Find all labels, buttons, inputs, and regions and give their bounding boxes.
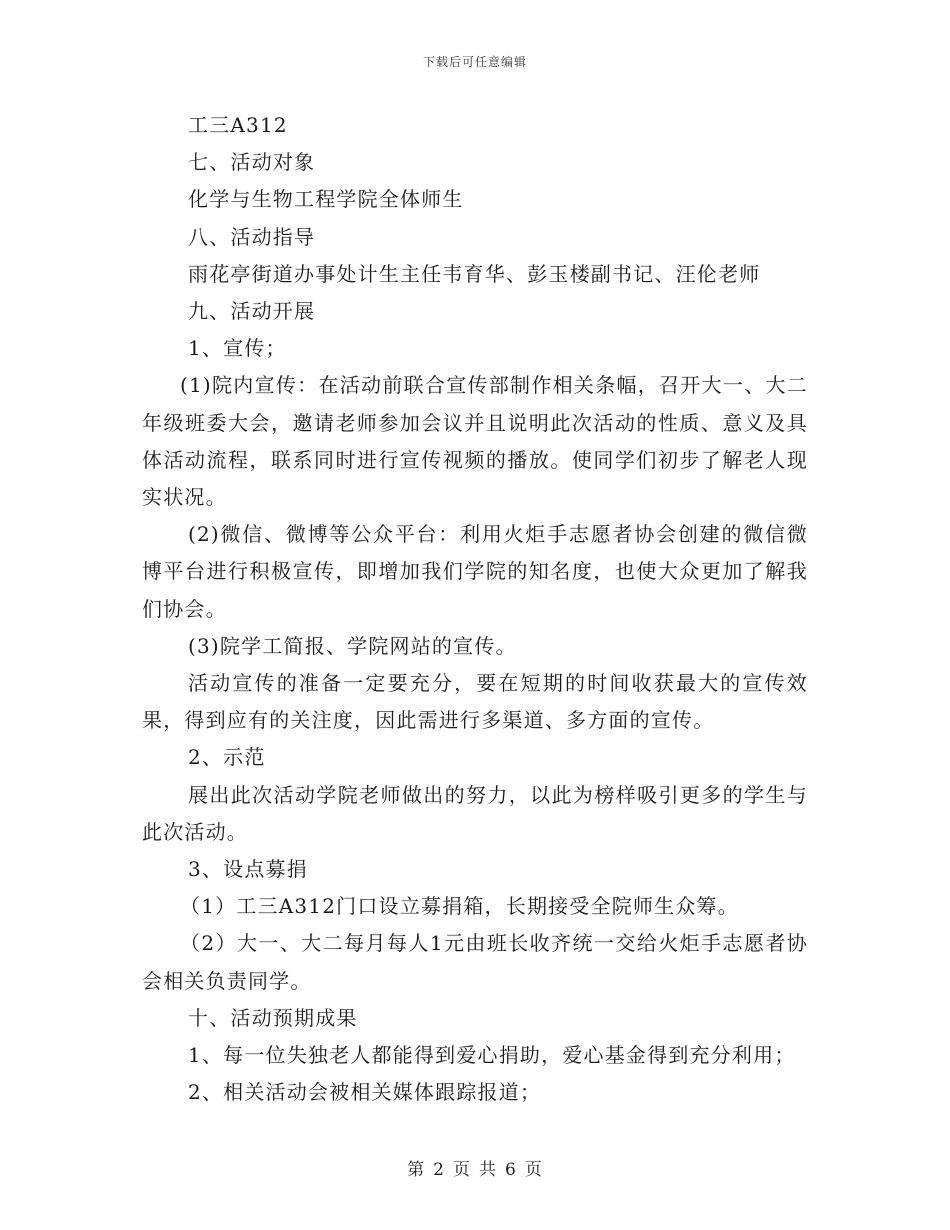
footer-suffix: 页 bbox=[524, 1160, 543, 1180]
paragraph: 活动宣传的准备一定要充分，要在短期的时间收获最大的宣传效果，得到应有的关注度，因此需进行多渠道、多方面的宣传。 bbox=[142, 671, 808, 733]
paragraph: 1、每一位失独老人都能得到爱心捐助，爱心基金得到充分利用； bbox=[188, 1043, 796, 1068]
paragraph: （1）工三A312门口设立募捐箱，长期接受全院师生众筹。 bbox=[180, 894, 739, 919]
paragraph: 2、相关活动会被相关媒体跟踪报道； bbox=[188, 1080, 542, 1105]
paragraph: 化学与生物工程学院全体师生 bbox=[188, 187, 464, 212]
paragraph: 3、设点募捐 bbox=[188, 857, 308, 882]
footer-total-pages: 6 bbox=[505, 1160, 517, 1180]
footer-total-word: 共 bbox=[479, 1160, 497, 1180]
footer-current-page: 2 bbox=[433, 1160, 445, 1180]
paragraph: (1)院内宣传：在活动前联合宣传部制作相关条幅，召开大一、大二年级班委大会，邀请老师参加会议并且说明此次活动的性质、意义及具体活动流程，联系同时进行宣传视频的播放。使同学们初步了解老人现实状况。 bbox=[142, 373, 808, 510]
paragraph: 十、活动预期成果 bbox=[188, 1005, 358, 1030]
page-header bbox=[0, 53, 950, 70]
document-body bbox=[142, 107, 808, 1111]
paragraph: 九、活动开展 bbox=[188, 299, 316, 324]
header-note: 下载后可任意编辑 bbox=[422, 55, 527, 69]
page-footer bbox=[0, 1155, 950, 1180]
paragraph: 雨花亭街道办事处计生主任韦育华、彭玉楼副书记、汪伦老师 bbox=[188, 261, 761, 286]
footer-prefix: 第 bbox=[407, 1160, 426, 1180]
paragraph: 八、活动指导 bbox=[188, 224, 316, 249]
paragraph: (3)院学工简报、学院网站的宣传。 bbox=[188, 633, 517, 658]
paragraph: 工三A312 bbox=[188, 113, 288, 137]
paragraph: 七、活动对象 bbox=[188, 150, 316, 175]
paragraph: (2)微信、微博等公众平台：利用火炬手志愿者协会创建的微信微博平台进行积极宣传，即增加我们学院的知名度，也使大众更加了解我们协会。 bbox=[142, 522, 808, 621]
footer-page-word: 页 bbox=[453, 1160, 471, 1180]
paragraph: 展出此次活动学院老师做出的努力，以此为榜样吸引更多的学生与此次活动。 bbox=[142, 782, 808, 844]
paragraph: （2）大一、大二每月每人1元由班长收齐统一交给火炬手志愿者协会相关负责同学。 bbox=[142, 931, 808, 993]
paragraph: 1、宣传； bbox=[188, 336, 287, 361]
paragraph: 2、示范 bbox=[188, 745, 266, 770]
